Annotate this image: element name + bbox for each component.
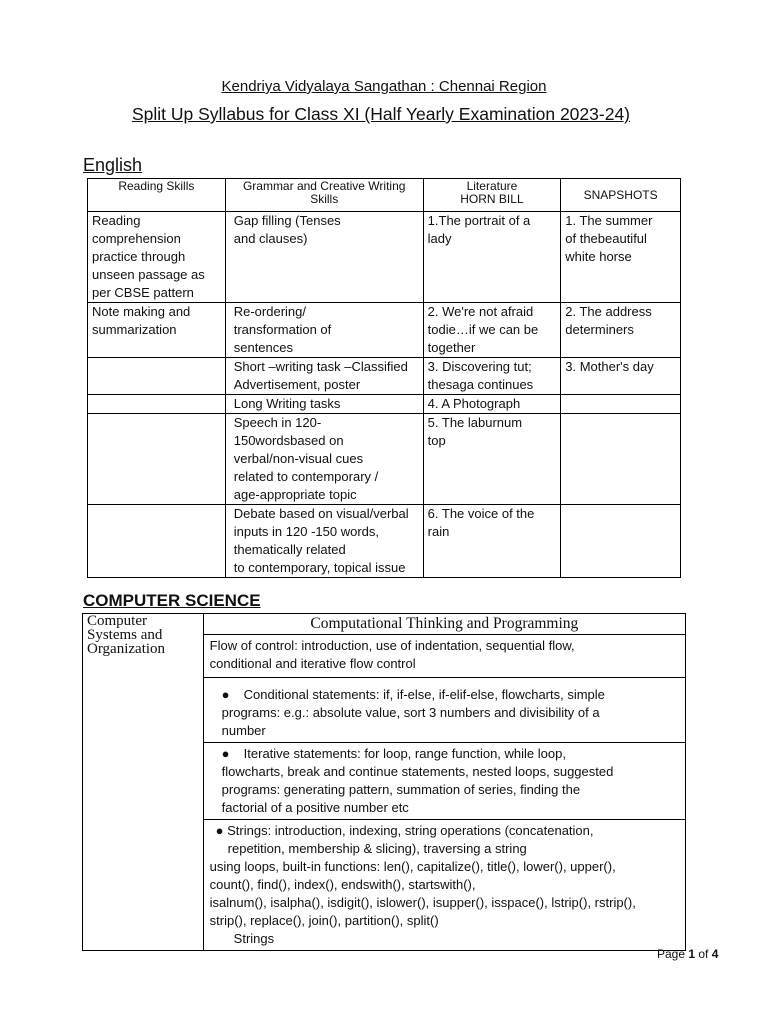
literature-cell: 6. The voice of the rain (423, 505, 561, 578)
table-row (88, 505, 681, 578)
cs-header-row (83, 614, 686, 635)
reading-cell (88, 395, 226, 414)
literature-cell: 4. A Photograph (423, 395, 561, 414)
computational-thinking-header: Computational Thinking and Programming (203, 614, 685, 635)
computer-science-table (82, 613, 686, 951)
systems-organization-cell: Computer Systems and Organization (83, 614, 204, 951)
literature-cell: 1.The portrait of a lady (423, 212, 561, 303)
english-syllabus-table (87, 178, 681, 578)
column-header-reading: Reading Skills (88, 179, 226, 212)
english-header-row (88, 179, 681, 212)
table-row (88, 212, 681, 303)
table-row (88, 358, 681, 395)
table-row (88, 414, 681, 505)
reading-cell (88, 358, 226, 395)
grammar-cell: Gap filling (Tenses and clauses) (225, 212, 423, 303)
reading-cell: Note making and summarization (88, 303, 226, 358)
bullet-icon: ● (221, 746, 230, 761)
grammar-cell: Debate based on visual/verbal inputs in 120 -150 words, thematically related to contemporary, topical issue (225, 505, 423, 578)
grammar-cell: Speech in 120- 150wordsbased on verbal/non-visual cues related to contemporary / age-appropriate topic (225, 414, 423, 505)
iterative-statements-cell: ● Iterative statements: for loop, range function, while loop, flowcharts, break and continue statements, nested loops, suggested programs: generating pattern, summation of series, finding the factorial of a positive number etc (203, 743, 685, 820)
snapshots-cell: 2. The address determiners (561, 303, 681, 358)
flow-of-control-cell: Flow of control: introduction, use of indentation, sequential flow, conditional and iterative flow control (203, 635, 685, 678)
column-header-literature: Literature HORN BILL (423, 179, 561, 212)
bullet-icon: ● (221, 687, 230, 702)
strings-cell: ● Strings: introduction, indexing, string operations (concatenation, repetition, membership & slicing), traversing a string using loops, built-in functions: len(), capitalize(), title(), lower(), upper(), count(), find(), index(), endswith(), startswith(), isalnum(), isalpha(), isdigit(), islower(), isupper(), isspace(), lstrip(), rstrip(), strip(), replace(), join(), partition(), split() Strings (203, 820, 685, 951)
literature-cell: 3. Discovering tut; thesaga continues (423, 358, 561, 395)
reading-cell (88, 505, 226, 578)
snapshots-cell: 3. Mother's day (561, 358, 681, 395)
computer-science-heading: COMPUTER SCIENCE (83, 591, 261, 610)
snapshots-cell (561, 414, 681, 505)
reading-cell (88, 414, 226, 505)
snapshots-cell (561, 395, 681, 414)
document-title: Split Up Syllabus for Class XI (Half Yearly Examination 2023-24) (131, 104, 630, 124)
english-heading: English (83, 155, 143, 175)
grammar-cell: Re-ordering/ transformation of sentences (225, 303, 423, 358)
table-row (88, 303, 681, 358)
organization-heading: Kendriya Vidyalaya Sangathan : Chennai Region (221, 78, 547, 95)
grammar-cell: Long Writing tasks (225, 395, 423, 414)
snapshots-cell: 1. The summer of thebeautiful white horse (561, 212, 681, 303)
column-header-grammar: Grammar and Creative Writing Skills (225, 179, 423, 212)
table-row (88, 395, 681, 414)
reading-cell: Reading comprehension practice through unseen passage as per CBSE pattern (88, 212, 226, 303)
snapshots-cell (561, 505, 681, 578)
literature-cell: 5. The laburnum top (423, 414, 561, 505)
page-number: Page 1 of 4 (657, 947, 719, 961)
literature-cell: 2. We're not afraid todie…if we can be together (423, 303, 561, 358)
column-header-snapshots: SNAPSHOTS (561, 179, 681, 212)
grammar-cell: Short –writing task –Classified Advertisement, poster (225, 358, 423, 395)
conditional-statements-cell: ● Conditional statements: if, if-else, if-elif-else, flowcharts, simple programs: e.g.: absolute value, sort 3 numbers and divisibility of a number (203, 678, 685, 743)
